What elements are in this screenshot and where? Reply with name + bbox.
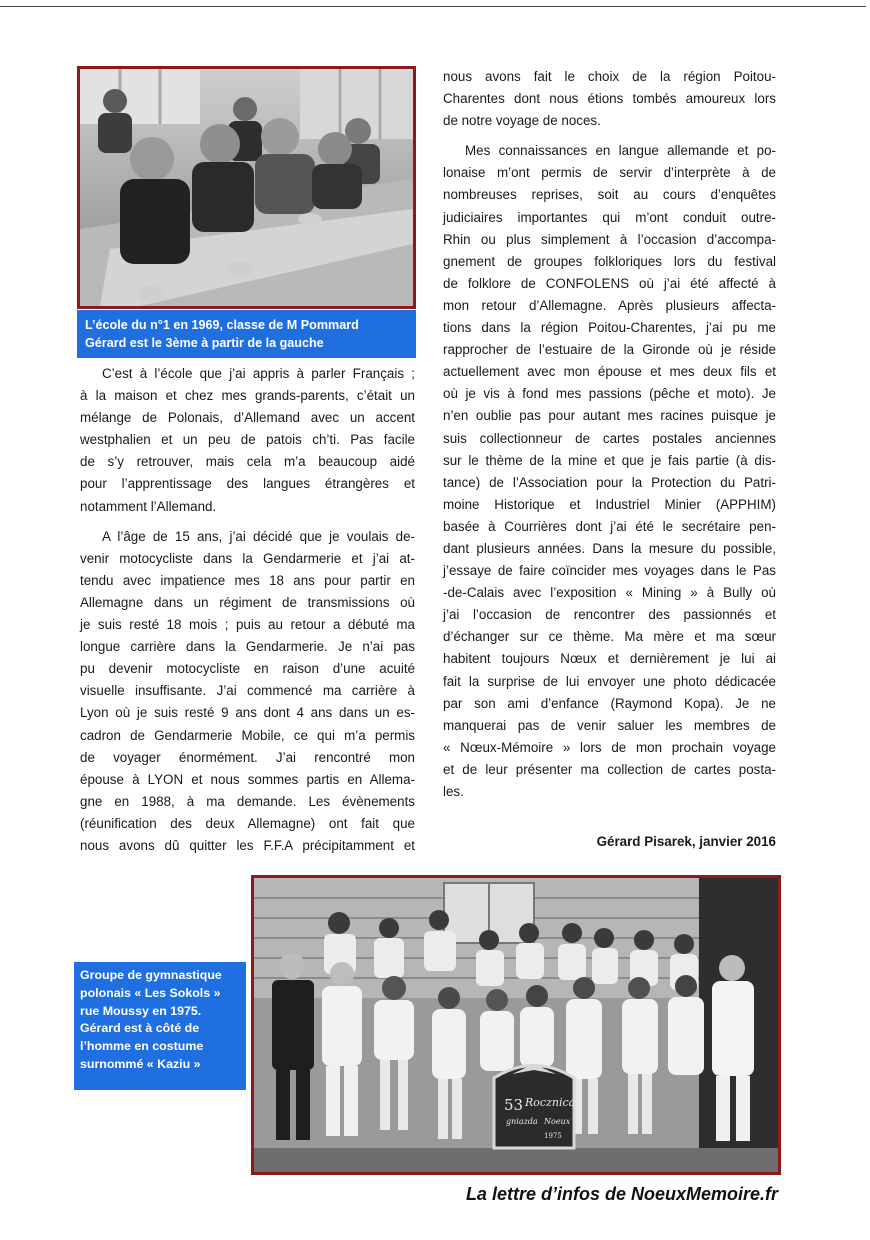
- text-line: nous avons dû quitter les F.F.A précipitamment et: [80, 837, 415, 853]
- paragraph: [80, 363, 415, 518]
- text-line: d’échanger sur ce thème. Ma mère et ma sœur: [443, 629, 776, 645]
- right-text-column: [443, 66, 776, 811]
- text-line: Lyon où je suis resté 9 ans dont 4 ans dans un es-: [80, 705, 415, 721]
- gymnastics-group-photo-image: [254, 878, 778, 1172]
- text-line: n’en oublie pas pour autant mes racines puisque je: [443, 408, 776, 424]
- text-line: fait la surprise de lui envoyer une photo dédicacée: [443, 673, 776, 689]
- paragraph: [443, 66, 776, 132]
- text-line: lonaise m’ont permis de servir d’interprète à de: [443, 165, 776, 181]
- text-line: basée à Courrières dont j’ai été le secrétaire pen-: [443, 518, 776, 534]
- text-line: longue carrière dans la Gendarmerie. Je n’ai pas: [80, 639, 415, 655]
- text-line: dant plusieurs années. Dans la mesure du possible,: [443, 540, 776, 556]
- caption-line: rue Moussy en 1975.: [80, 1003, 202, 1018]
- text-line: par son ami d’enfance (Raymond Kopa). Je ne: [443, 695, 776, 711]
- text-line: notamment l’Allemand.: [80, 498, 217, 514]
- text-line: -de-Calais avec l’exposition « Mining » à Bully où: [443, 585, 776, 601]
- text-line: de folklore de CONFOLENS où j’ai été affecté à: [443, 275, 776, 291]
- caption-line: polonais « Les Sokols »: [80, 985, 221, 1000]
- text-line: de voyager énormément. J’ai rencontré mon: [80, 749, 415, 765]
- text-line: j’essaye de faire coïncider mes voyages dans le Pas: [443, 563, 776, 579]
- text-line: Allemagne dans un régiment de transmissions où: [80, 594, 415, 610]
- author-signature: Gérard Pisarek, janvier 2016: [596, 834, 776, 849]
- school-photo-caption: [77, 310, 416, 358]
- text-line: les.: [443, 784, 464, 799]
- text-line: à la maison et chez mes grands-parents, c’était un: [80, 388, 415, 404]
- text-line: moine Historique et Industriel Minier (APPHIM): [443, 496, 776, 512]
- text-line: où je vis à fond mes passions (pêche et moto). Je: [443, 386, 776, 402]
- text-line: « Nœux-Mémoire » lors de mon prochain voyage: [443, 739, 776, 755]
- school-class-photo-image: [80, 69, 413, 306]
- left-text-column: [80, 363, 415, 865]
- text-line: de notre voyage de noces.: [443, 113, 601, 129]
- sign-word: gniazda: [506, 1117, 538, 1126]
- caption-line: L’école du n°1 en 1969, classe de M Pommard: [85, 318, 359, 332]
- top-rule: [0, 6, 866, 7]
- text-line: judiciaires importantes qui m’ont conduit outre-: [443, 209, 776, 225]
- text-line: Mes connaissances en langue allemande et po-: [465, 143, 776, 159]
- text-line: A l’âge de 15 ans, j’ai décidé que je voulais de-: [102, 528, 415, 544]
- newsletter-footer: La lettre d’infos de NoeuxMemoire.fr: [465, 1184, 778, 1204]
- paragraph: [443, 140, 776, 803]
- school-class-photo: [77, 66, 416, 309]
- caption-line: l’homme en costume: [80, 1039, 204, 1054]
- text-line: pour l’apprentissage des langues étrangères et: [80, 476, 415, 492]
- text-line: de s’y retrouver, mais cela m’a beaucoup aidé: [80, 454, 415, 470]
- text-line: gne en 1988, à ma demande. Les évènements: [80, 793, 415, 809]
- text-line: rapprocher de l’estuaire de la Gironde où je réside: [443, 342, 776, 358]
- text-line: épouse à LYON et nous sommes partis en Allema-: [80, 771, 415, 787]
- text-line: C’est à l’école que j’ai appris à parler Français ;: [102, 366, 415, 381]
- text-line: sur le thème de la mine et que je fais partie (à dis-: [443, 452, 776, 468]
- text-line: tions dans la région Poitou-Charentes, j’ai pu me: [443, 320, 776, 336]
- text-line: pu devenir motocycliste en raison d’une acuité: [80, 661, 415, 677]
- gymnastics-group-photo: [251, 875, 781, 1175]
- sign-word: Rocznica: [525, 1096, 576, 1109]
- sign-word: Noeux: [544, 1117, 571, 1126]
- sign-number: 53: [504, 1096, 524, 1114]
- text-line: mélange de Polonais, d’Allemand avec un accent: [80, 410, 415, 426]
- text-line: Rhin ou plus simplement à l’occasion d’accompa-: [443, 231, 776, 247]
- text-line: venir motocycliste dans la Gendarmerie et j’ai at-: [80, 550, 415, 566]
- text-line: westphalien et un peu de patois ch’ti. Pas facile: [80, 432, 415, 448]
- sign-year: 1975: [544, 1132, 562, 1140]
- group-photo-caption: [74, 962, 246, 1090]
- caption-line: surnommé « Kaziu »: [80, 1056, 201, 1071]
- text-line: tendu avec impatience mes 18 ans pour partir en: [80, 572, 415, 588]
- anniversary-sign: [494, 1064, 575, 1148]
- text-line: manquerai pas de venir saluer les membres de: [443, 717, 776, 733]
- text-line: (réunification des deux Allemagne) ont fait que: [80, 815, 415, 831]
- text-line: cadron de Gendarmerie Mobile, ce qui m’a permis: [80, 727, 415, 743]
- paragraph: [80, 526, 415, 857]
- text-line: nous avons fait le choix de la région Poitou-: [443, 69, 776, 84]
- text-line: j’ai l’occasion de rencontrer des passionnés et: [443, 607, 776, 623]
- caption-line: Groupe de gymnastique: [80, 968, 222, 982]
- text-line: je suis resté 18 mois ; puis au retour a débuté ma: [80, 617, 415, 633]
- text-line: visuelle insuffisante. J’ai commencé ma carrière à: [80, 683, 415, 699]
- text-line: tance) de l’Association pour la Protection du Patri-: [443, 474, 776, 490]
- text-line: mon retour d’Allemagne. Après plusieurs affecta-: [443, 297, 776, 313]
- caption-line: Gérard est à côté de: [80, 1021, 200, 1036]
- text-line: nombreuses reprises, soit au cours d’enquêtes: [443, 187, 776, 203]
- text-line: Charentes dont nous étions tombés amoureux lors: [443, 91, 776, 107]
- text-line: suis collectionneur de cartes postales anciennes: [443, 430, 776, 446]
- caption-line: Gérard est le 3ème à partir de la gauche: [85, 336, 324, 350]
- text-line: gnement de groupes folkloriques lors du festival: [443, 253, 776, 269]
- text-line: actuellement avec mon épouse et mes deux fils et: [443, 364, 776, 380]
- text-line: et de leur présenter ma collection de cartes posta-: [443, 761, 776, 777]
- text-line: habitent toujours Nœux et dernièrement je lui ai: [443, 651, 776, 667]
